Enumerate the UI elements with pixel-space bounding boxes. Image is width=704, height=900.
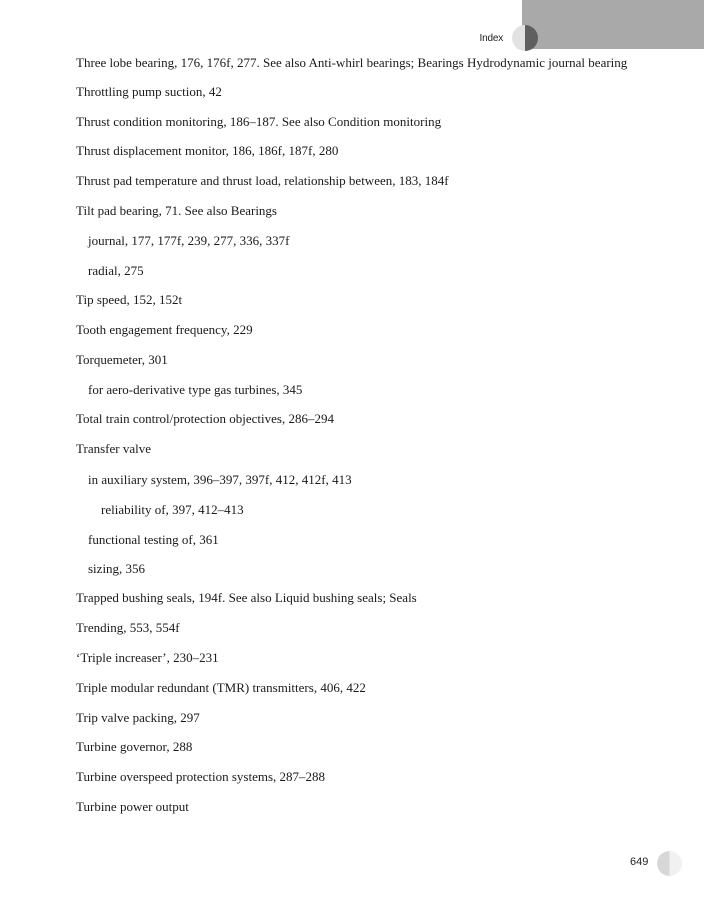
index-entry: Tip speed, 152, 152t bbox=[76, 292, 183, 307]
page-number: 649 bbox=[630, 856, 649, 868]
index-entry: Trapped bushing seals, 194f. See also Liquid bushing seals; Seals bbox=[76, 590, 417, 605]
index-subentry: radial, 275 bbox=[88, 263, 144, 278]
index-entry: Trending, 553, 554f bbox=[76, 620, 180, 635]
index-entry: Tooth engagement frequency, 229 bbox=[76, 322, 253, 337]
index-entry: Throttling pump suction, 42 bbox=[76, 84, 222, 99]
index-subentry: sizing, 356 bbox=[88, 561, 146, 576]
header-band bbox=[522, 0, 704, 49]
index-entry: Torquemeter, 301 bbox=[76, 352, 168, 367]
header-tab-marker bbox=[512, 25, 538, 51]
index-subentry: journal, 177, 177f, 239, 277, 336, 337f bbox=[88, 233, 290, 248]
index-entry: Total train control/protection objectives, 286–294 bbox=[76, 411, 334, 426]
index-subsubentry: reliability of, 397, 412–413 bbox=[101, 502, 244, 517]
running-head: Index bbox=[479, 33, 503, 44]
index-entry: Thrust condition monitoring, 186–187. See also Condition monitoring bbox=[76, 114, 442, 129]
index-entry: Transfer valve bbox=[76, 441, 151, 456]
index-entry: Tilt pad bearing, 71. See also Bearings bbox=[76, 203, 277, 218]
index-entry: Trip valve packing, 297 bbox=[76, 710, 200, 725]
index-entry: ‘Triple increaser’, 230–231 bbox=[76, 650, 219, 665]
index-entry: Triple modular redundant (TMR) transmitters, 406, 422 bbox=[76, 680, 366, 695]
index-subentry: for aero-derivative type gas turbines, 345 bbox=[88, 382, 303, 397]
index-entry: Turbine governor, 288 bbox=[76, 739, 193, 754]
index-entry: Three lobe bearing, 176, 176f, 277. See also Anti-whirl bearings; Bearings Hydrodynamic journal bearing bbox=[76, 55, 628, 70]
index-entry: Turbine overspeed protection systems, 287–288 bbox=[76, 769, 326, 784]
index-entry: Thrust displacement monitor, 186, 186f, 187f, 280 bbox=[76, 143, 339, 158]
index-entry: Turbine power output bbox=[76, 799, 189, 814]
footer-tab-marker bbox=[657, 851, 682, 876]
index-entry: Thrust pad temperature and thrust load, relationship between, 183, 184f bbox=[76, 173, 449, 188]
index-subentry: in auxiliary system, 396–397, 397f, 412, 412f, 413 bbox=[88, 472, 352, 487]
index-subentry: functional testing of, 361 bbox=[88, 532, 219, 547]
